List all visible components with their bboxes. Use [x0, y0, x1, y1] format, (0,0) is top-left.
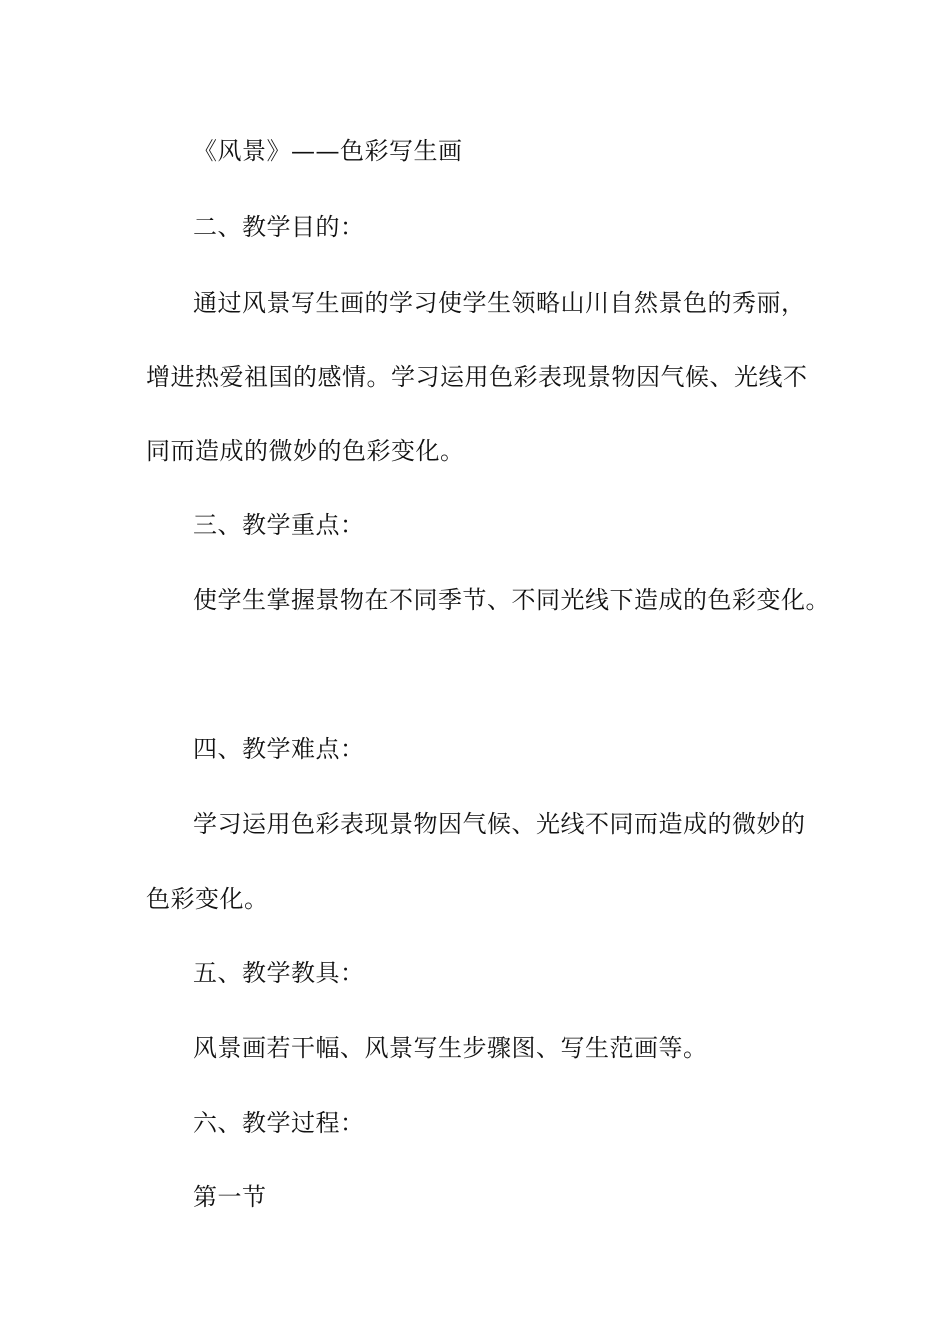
paragraph-line: 色彩变化。: [146, 885, 269, 913]
paragraph-line: 通过风景写生画的学习使学生领略山川自然景色的秀丽，: [193, 289, 806, 317]
paragraph-line: 使学生掌握景物在不同季节、不同光线下造成的色彩变化。: [193, 586, 830, 614]
section-heading-objectives: 二、教学目的：: [193, 213, 365, 241]
section-heading-key-points: 三、教学重点：: [193, 511, 365, 539]
paragraph-line: 增进热爱祖国的感情。学习运用色彩表现景物因气候、光线不: [146, 363, 808, 391]
document-title: 《风景》——色彩写生画: [193, 137, 463, 165]
paragraph-line: 学习运用色彩表现景物因气候、光线不同而造成的微妙的: [193, 810, 806, 838]
paragraph-line: 同而造成的微妙的色彩变化。: [146, 437, 465, 465]
paragraph-line: 风景画若干幅、风景写生步骤图、写生范画等。: [193, 1034, 708, 1062]
section-heading-difficulties: 四、教学难点：: [193, 735, 365, 763]
paragraph-line: 第一节: [193, 1183, 267, 1211]
section-heading-process: 六、教学过程：: [193, 1109, 365, 1137]
section-heading-teaching-aids: 五、教学教具：: [193, 959, 365, 987]
